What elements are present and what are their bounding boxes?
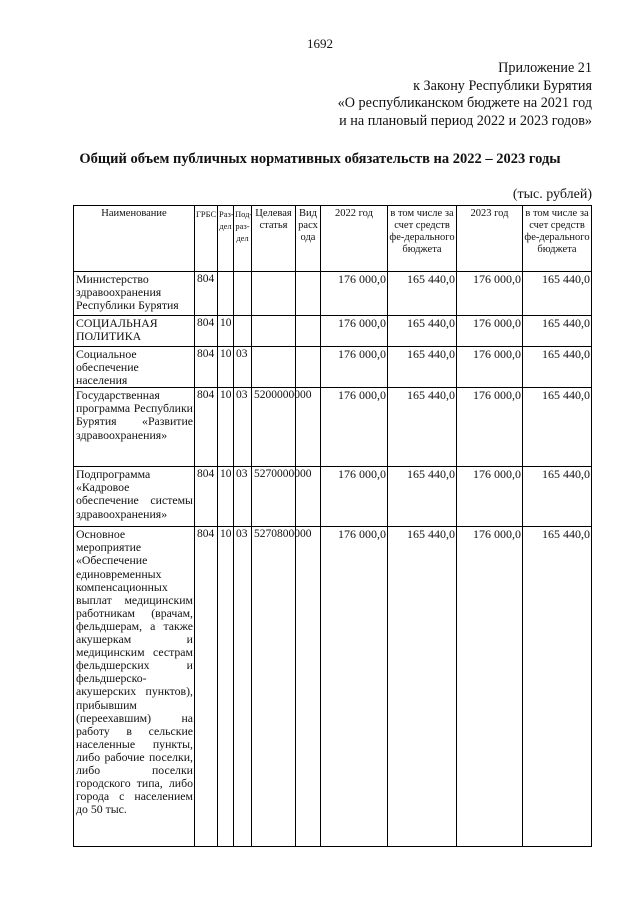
row-2022: 176 000,0	[321, 347, 388, 388]
row-vid	[296, 272, 321, 316]
row-razdel	[218, 272, 234, 316]
appendix-line-2: к Закону Республики Бурятия	[413, 77, 592, 94]
header-2023: 2023 год	[457, 206, 523, 272]
header-2022: 2022 год	[321, 206, 388, 272]
row-podrazdel: 03	[234, 527, 252, 847]
row-2022: 176 000,0	[321, 467, 388, 527]
row-target: 5270000000	[252, 467, 296, 527]
table-row	[74, 316, 592, 347]
row-2023: 176 000,0	[457, 527, 523, 847]
appendix-line-3: «О республиканском бюджете на 2021 год	[337, 95, 592, 111]
row-2023: 176 000,0	[457, 316, 523, 347]
page-number: 1692	[307, 36, 333, 51]
row-2023: 176 000,0	[457, 347, 523, 388]
table-row	[74, 467, 592, 527]
units-label: (тыс. рублей)	[512, 187, 592, 202]
row-podrazdel	[234, 316, 252, 347]
row-target: 5270800000	[252, 527, 296, 847]
row-fed-2023: 165 440,0	[523, 347, 592, 388]
header-razdel: Раз-дел	[218, 206, 234, 272]
row-grbs: 804	[195, 467, 218, 527]
row-podrazdel: 03	[234, 347, 252, 388]
table-row	[74, 272, 592, 316]
row-grbs: 804	[195, 272, 218, 316]
row-podrazdel	[234, 272, 252, 316]
row-fed-2022: 165 440,0	[388, 272, 457, 316]
header-target: Целевая статья	[252, 206, 296, 272]
header-fed-2023: в том числе за счет средств фе-дерального бюджета	[523, 206, 592, 272]
row-target: 5200000000	[252, 388, 296, 467]
row-fed-2022: 165 440,0	[388, 316, 457, 347]
row-fed-2023: 165 440,0	[523, 467, 592, 527]
row-podrazdel: 03	[234, 467, 252, 527]
row-vid	[296, 347, 321, 388]
row-target	[252, 316, 296, 347]
row-2022: 176 000,0	[321, 316, 388, 347]
row-2022: 176 000,0	[321, 527, 388, 847]
appendix-line-1: Приложение 21	[498, 60, 592, 76]
row-grbs: 804	[195, 347, 218, 388]
row-2023: 176 000,0	[457, 388, 523, 467]
row-grbs: 804	[195, 316, 218, 347]
appendix-heading	[338, 60, 592, 130]
row-name: Подпрограмма «Кадровое обеспечение системы здравоохранения»	[74, 467, 195, 527]
table-row	[74, 347, 592, 388]
row-fed-2023: 165 440,0	[523, 527, 592, 847]
row-name: СОЦИАЛЬНАЯ ПОЛИТИКА	[74, 316, 195, 347]
row-2022: 176 000,0	[321, 388, 388, 467]
obligations-table	[73, 205, 592, 847]
row-grbs: 804	[195, 527, 218, 847]
row-vid	[296, 316, 321, 347]
row-fed-2023: 165 440,0	[523, 316, 592, 347]
row-name: Основное мероприятие «Обеспечение единовременных компенсационных выплат медицинским работникам (врачам, фельдшерам, а также акушеркам и медицинским сестрам фельдшерских и фельдшерско-акушерских пунктов), прибывшим (переехавшим) на работу в сельские населенные пункты, либо рабочие поселки, либо поселки городского типа, либо города с населением до 50 тыс.	[74, 527, 195, 847]
document-title: Общий объем публичных нормативных обязательств на 2022 – 2023 годы	[79, 151, 561, 167]
row-razdel: 10	[218, 316, 234, 347]
row-fed-2023: 165 440,0	[523, 272, 592, 316]
row-name: Социальное обеспечение населения	[74, 347, 195, 388]
header-vid: Вид расх ода	[296, 206, 321, 272]
row-target	[252, 272, 296, 316]
row-fed-2022: 165 440,0	[388, 527, 457, 847]
row-target	[252, 347, 296, 388]
row-name: Министерство здравоохранения Республики Бурятия	[74, 272, 195, 316]
row-razdel: 10	[218, 467, 234, 527]
row-razdel: 10	[218, 388, 234, 467]
row-fed-2022: 165 440,0	[388, 388, 457, 467]
row-razdel: 10	[218, 527, 234, 847]
row-razdel: 10	[218, 347, 234, 388]
row-2023: 176 000,0	[457, 467, 523, 527]
header-podrazdel: Под-раз-дел	[234, 206, 252, 272]
row-podrazdel: 03	[234, 388, 252, 467]
row-2022: 176 000,0	[321, 272, 388, 316]
row-fed-2023: 165 440,0	[523, 388, 592, 467]
row-fed-2022: 165 440,0	[388, 467, 457, 527]
row-2023: 176 000,0	[457, 272, 523, 316]
row-name: Государственная программа Республики Бурятия «Развитие здравоохранения»	[74, 388, 195, 467]
table-header-row	[74, 206, 592, 272]
table-row	[74, 388, 592, 467]
row-vid	[296, 527, 321, 847]
row-grbs: 804	[195, 388, 218, 467]
header-name: Наименование	[74, 206, 195, 272]
appendix-line-4: и на плановый период 2022 и 2023 годов»	[339, 112, 592, 129]
header-grbs: ГРБС	[195, 206, 218, 272]
header-fed-2022: в том числе за счет средств фе-дерального бюджета	[388, 206, 457, 272]
row-fed-2022: 165 440,0	[388, 347, 457, 388]
table-row	[74, 527, 592, 847]
